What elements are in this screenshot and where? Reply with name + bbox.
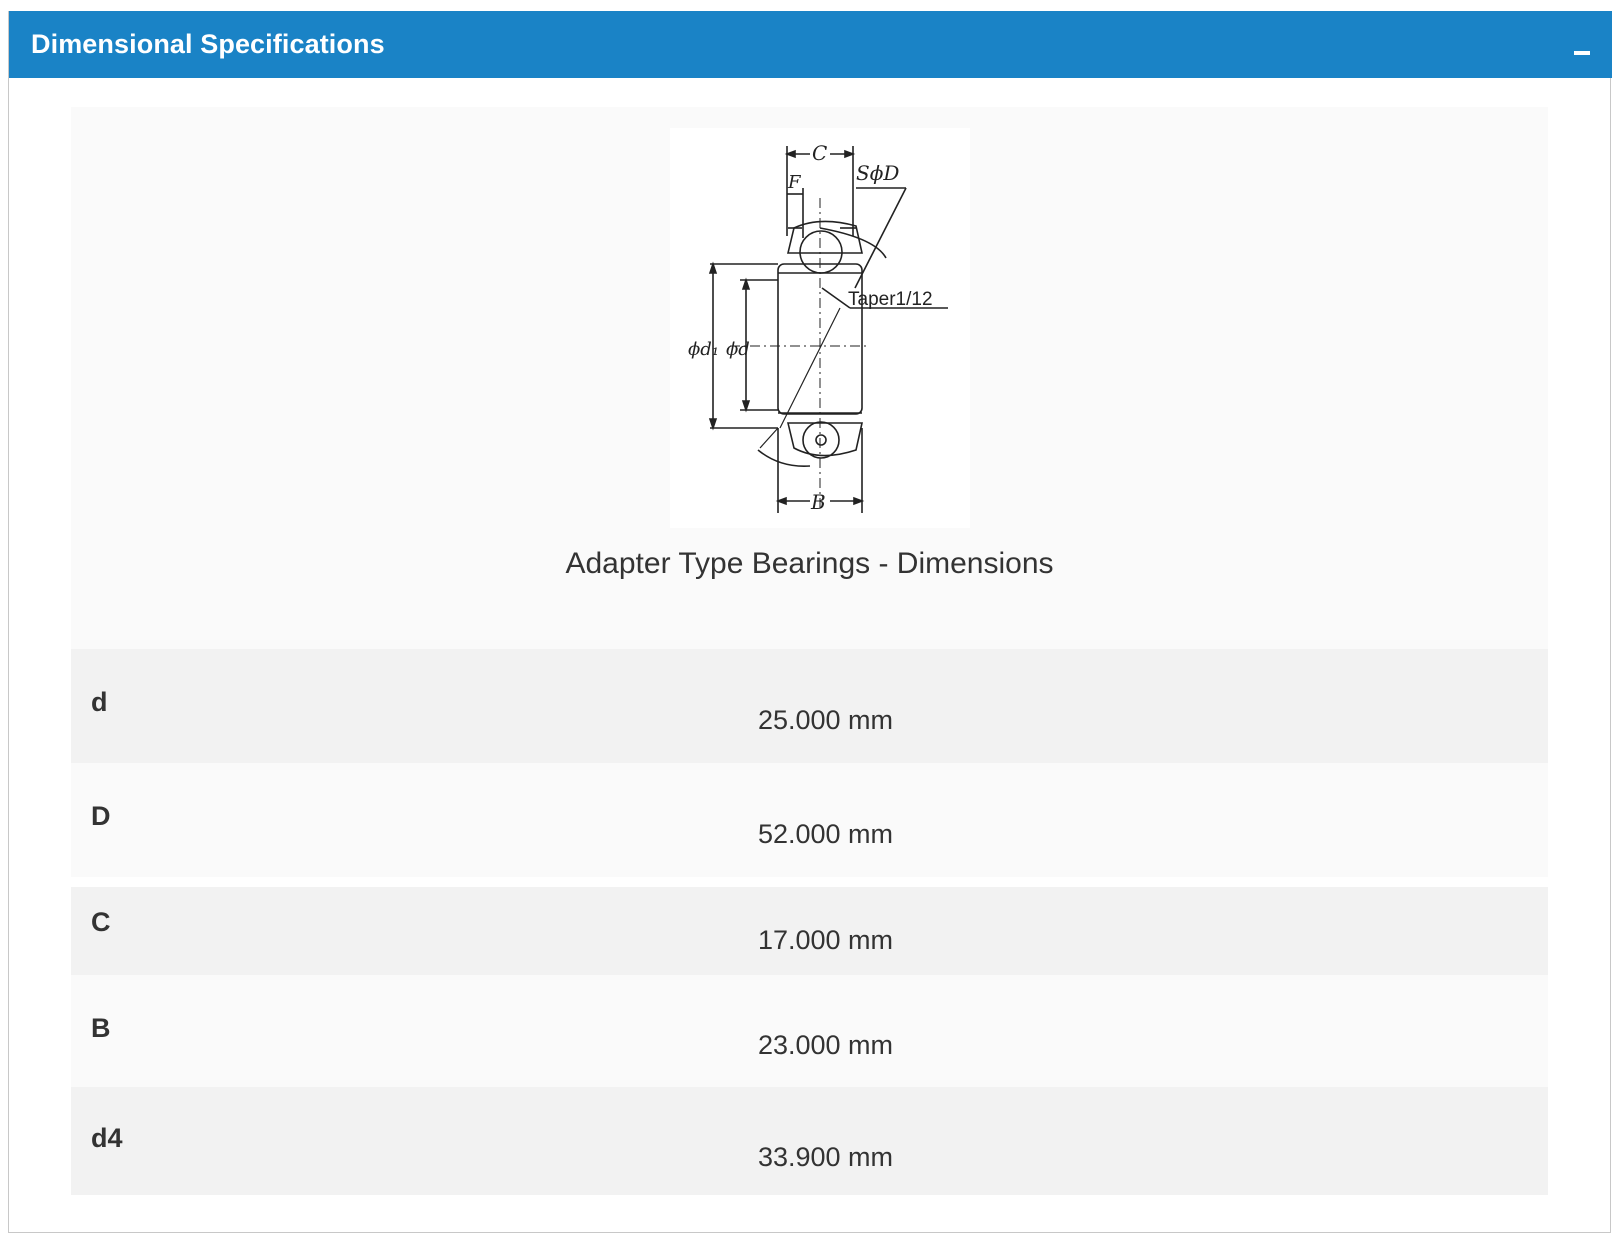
- panel-header[interactable]: [9, 11, 1612, 78]
- bearing-diagram-svg: [670, 128, 970, 528]
- figure-container: [71, 107, 1548, 649]
- minus-icon: [1574, 51, 1590, 55]
- panel-title: Dimensional Specifications: [31, 29, 385, 59]
- spec-value: 23.000 mm: [757, 1030, 894, 1060]
- spec-label: B: [91, 1013, 111, 1043]
- bearing-dimension-diagram: [670, 128, 970, 528]
- spec-label: C: [91, 907, 111, 937]
- spec-value: 25.000 mm: [757, 705, 894, 735]
- spec-label: D: [91, 801, 111, 831]
- diagram-label-b: B: [811, 490, 826, 514]
- spec-row-b: [71, 975, 1548, 1087]
- diagram-label-phi-d1: ϕd₁: [688, 339, 720, 360]
- spec-row-d4: [71, 1087, 1548, 1195]
- spec-row-c: [71, 887, 1548, 975]
- diagram-label-c: C: [812, 141, 828, 165]
- dimensional-specifications-panel: [8, 11, 1611, 1233]
- row-divider: [71, 877, 1548, 887]
- spec-value: 17.000 mm: [757, 925, 894, 955]
- spec-value: 52.000 mm: [757, 819, 894, 849]
- diagram-label-f: F: [788, 172, 801, 193]
- spec-row-d: [71, 649, 1548, 763]
- figure-caption: Adapter Type Bearings - Dimensions: [565, 547, 1054, 580]
- spec-row-outer-d: [71, 763, 1548, 877]
- collapse-button[interactable]: [1550, 25, 1590, 65]
- spec-label: d4: [91, 1123, 123, 1153]
- diagram-label-phi-d: ϕd: [726, 339, 750, 360]
- diagram-label-sphere-d: SϕD: [856, 161, 900, 185]
- spec-label: d: [91, 687, 108, 717]
- diagram-label-taper: Taper1/12: [848, 289, 933, 310]
- panel-content: [71, 107, 1548, 1195]
- spec-value: 33.900 mm: [757, 1142, 894, 1172]
